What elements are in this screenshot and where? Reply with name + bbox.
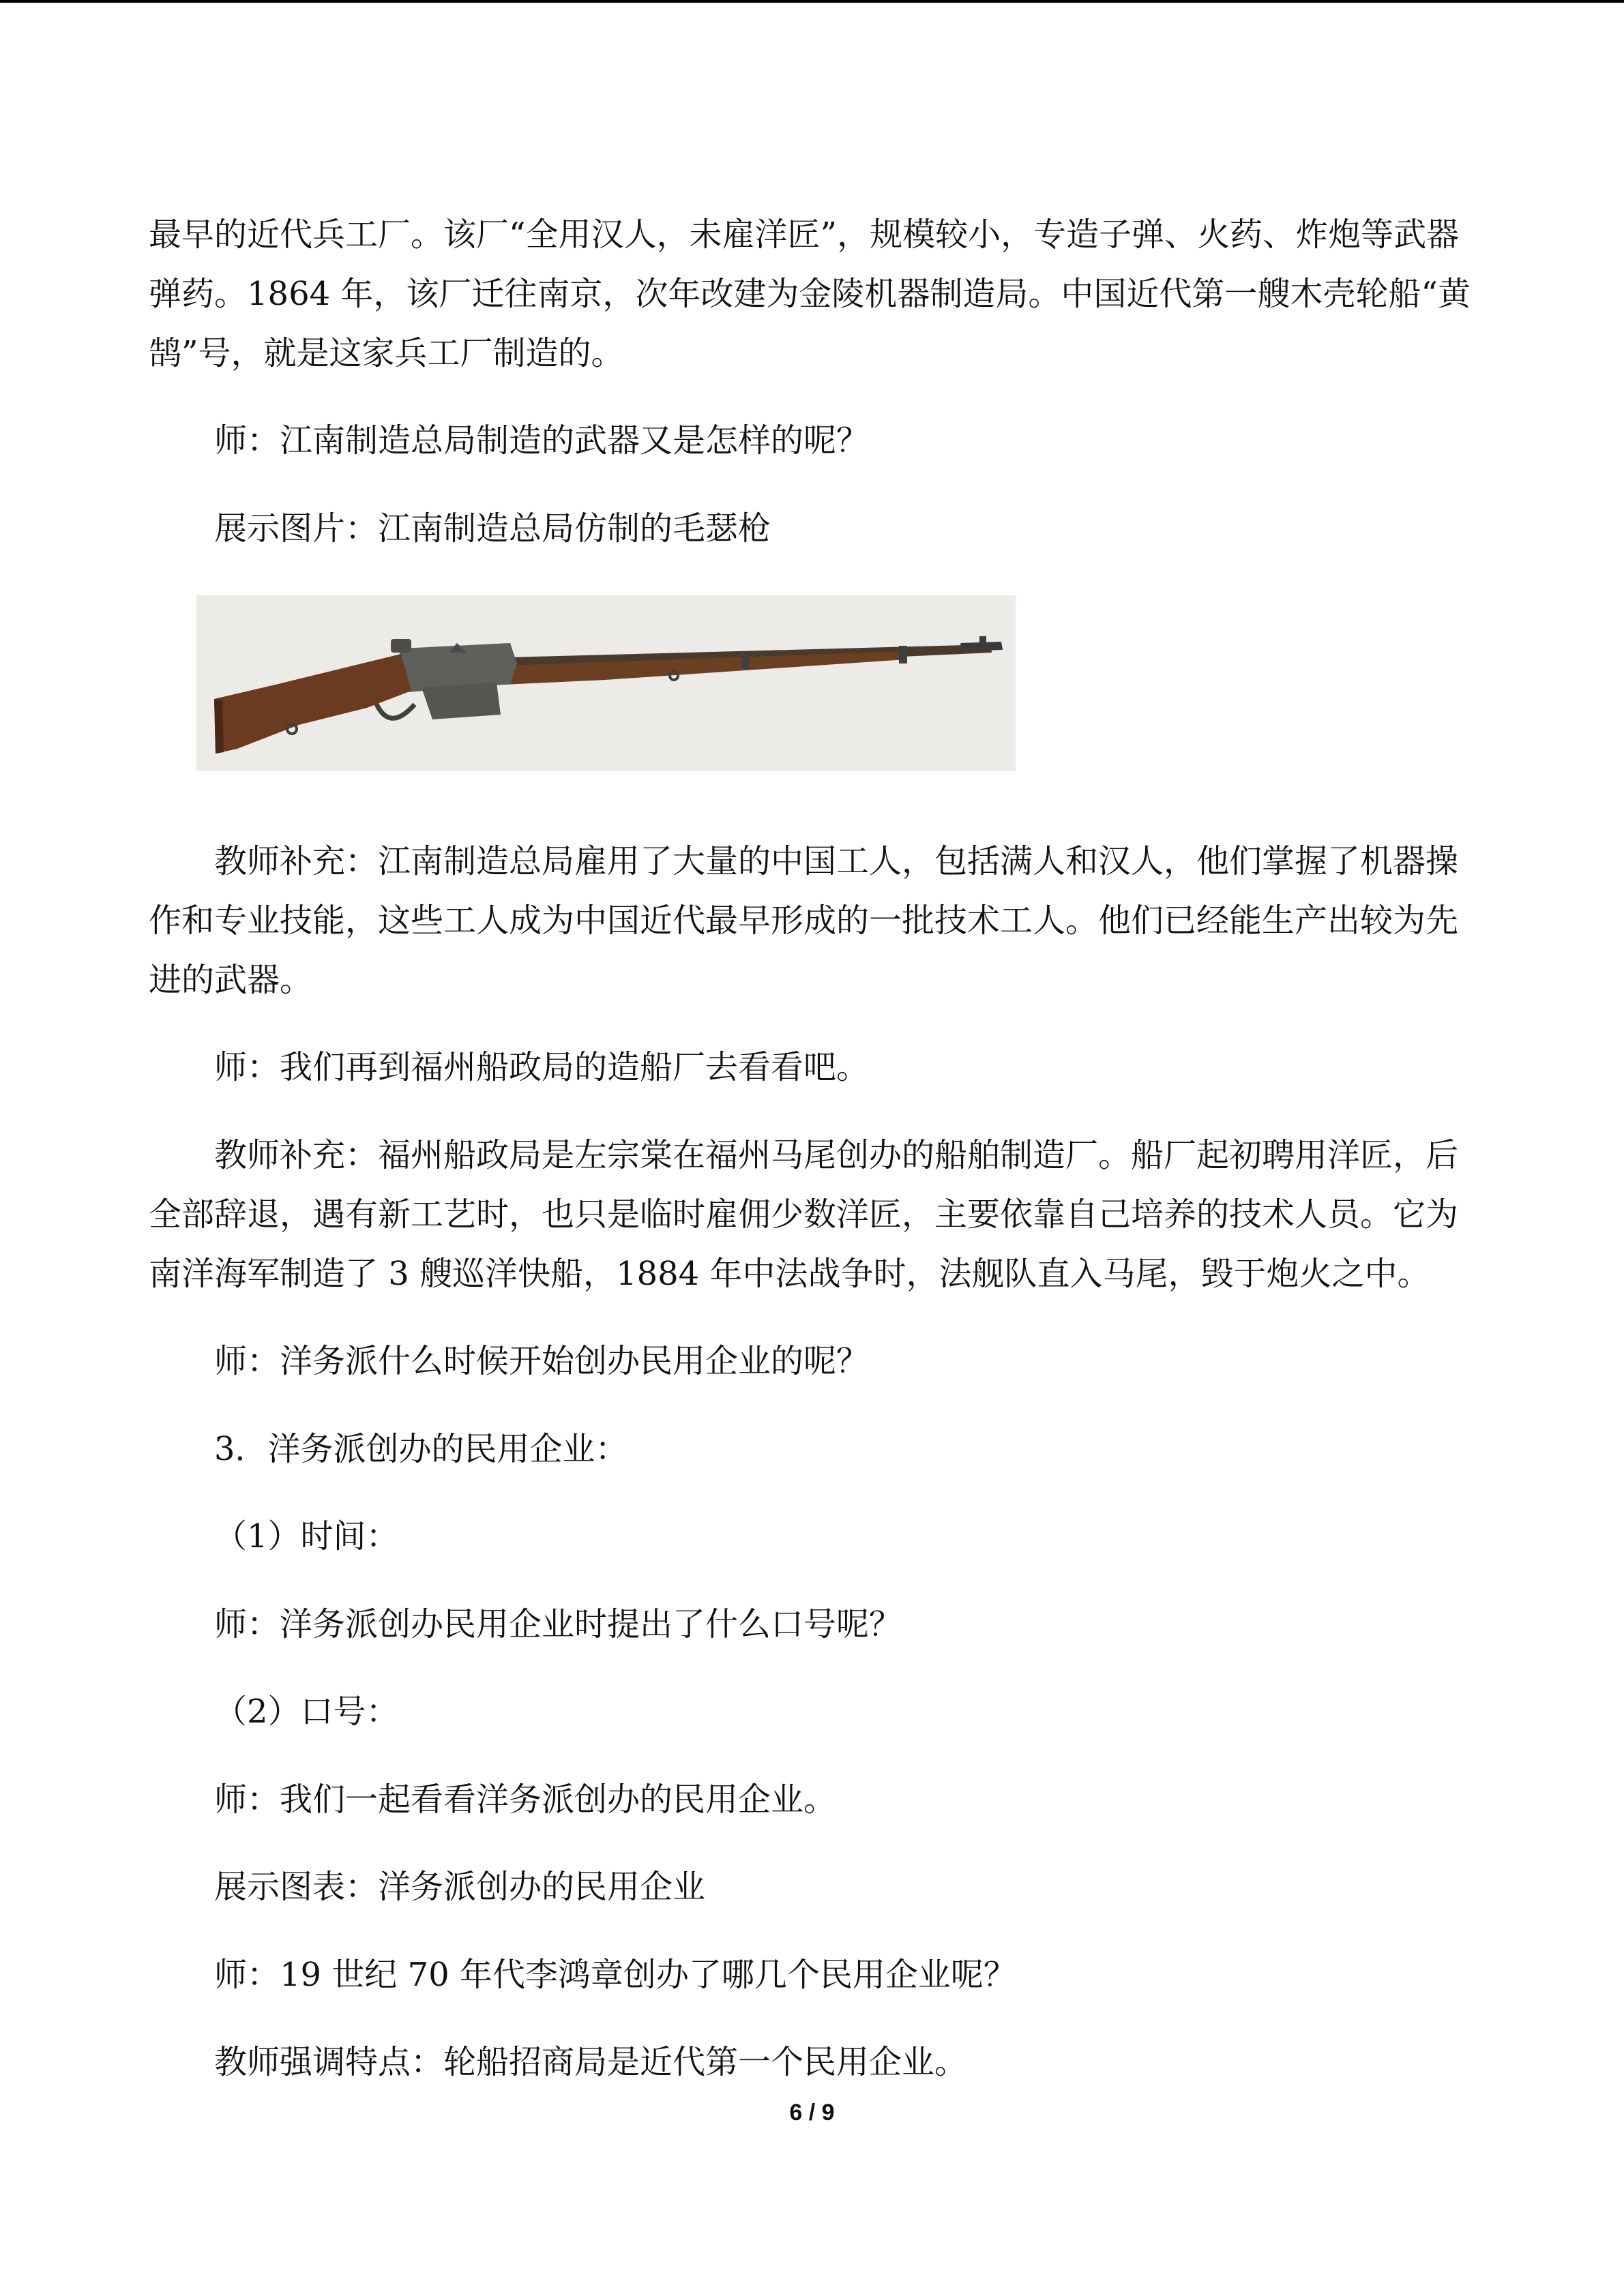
section-heading: 3．洋务派创办的民用企业： [214,1430,628,1468]
top-border-line [0,0,1624,3]
paragraph-line: 师：19 世纪 70 年代李鸿章创办了哪几个民用企业呢？ [214,1956,1016,1994]
paragraph-line: 作和专业技能，这些工人成为中国近代最早形成的一批技术工人。他们已经能生产出较为先 [149,901,1459,940]
paragraph-line: 全部辞退，遇有新工艺时，也只是临时雇佣少数洋匠，主要依靠自己培养的技术人员。它为 [149,1195,1459,1234]
paragraph-line: 展示图表：洋务派创办的民用企业 [214,1868,706,1906]
paragraph-line: 最早的近代兵工厂。该厂“全用汉人，未雇洋匠”，规模较小，专造子弹、火药、炸炮等武器 [149,215,1460,254]
page-number: 6 / 9 [789,2100,835,2126]
paragraph-line: 弹药。1864 年，该厂迁往南京，次年改建为金陵机器制造局。中国近代第一艘木壳轮船“黄 [149,275,1471,313]
paragraph-line: 师：我们再到福州船政局的造船厂去看看吧。 [214,1048,870,1086]
paragraph-line: 师：洋务派创办民用企业时提出了什么口号呢？ [214,1605,902,1643]
paragraph-line: 展示图片：江南制造总局仿制的毛瑟枪 [214,509,771,548]
subsection-heading: （2）口号： [214,1693,399,1731]
mauser-rifle-photo [196,595,1016,771]
paragraph-line: 南洋海军制造了 3 艘巡洋快船，1884 年中法战争时，法舰队直入马尾，毁于炮火之中。 [149,1255,1430,1293]
paragraph-line: 师：江南制造总局制造的武器又是怎样的呢？ [214,421,870,460]
paragraph-line: 教师补充：福州船政局是左宗棠在福州马尾创办的船舶制造厂。船厂起初聘用洋匠，后 [214,1136,1459,1174]
paragraph-line: 教师强调特点：轮船招商局是近代第一个民用企业。 [214,2043,968,2081]
paragraph-line: 师：洋务派什么时候开始创办民用企业的呢？ [214,1342,870,1380]
subsection-heading: （1）时间： [214,1517,399,1555]
paragraph-line: 鹄”号，就是这家兵工厂制造的。 [149,334,624,372]
paragraph-line: 师：我们一起看看洋务派创办的民用企业。 [214,1780,837,1819]
paragraph-line: 进的武器。 [149,961,313,999]
paragraph-line: 教师补充：江南制造总局雇用了大量的中国工人，包括满人和汉人，他们掌握了机器操 [214,842,1459,880]
